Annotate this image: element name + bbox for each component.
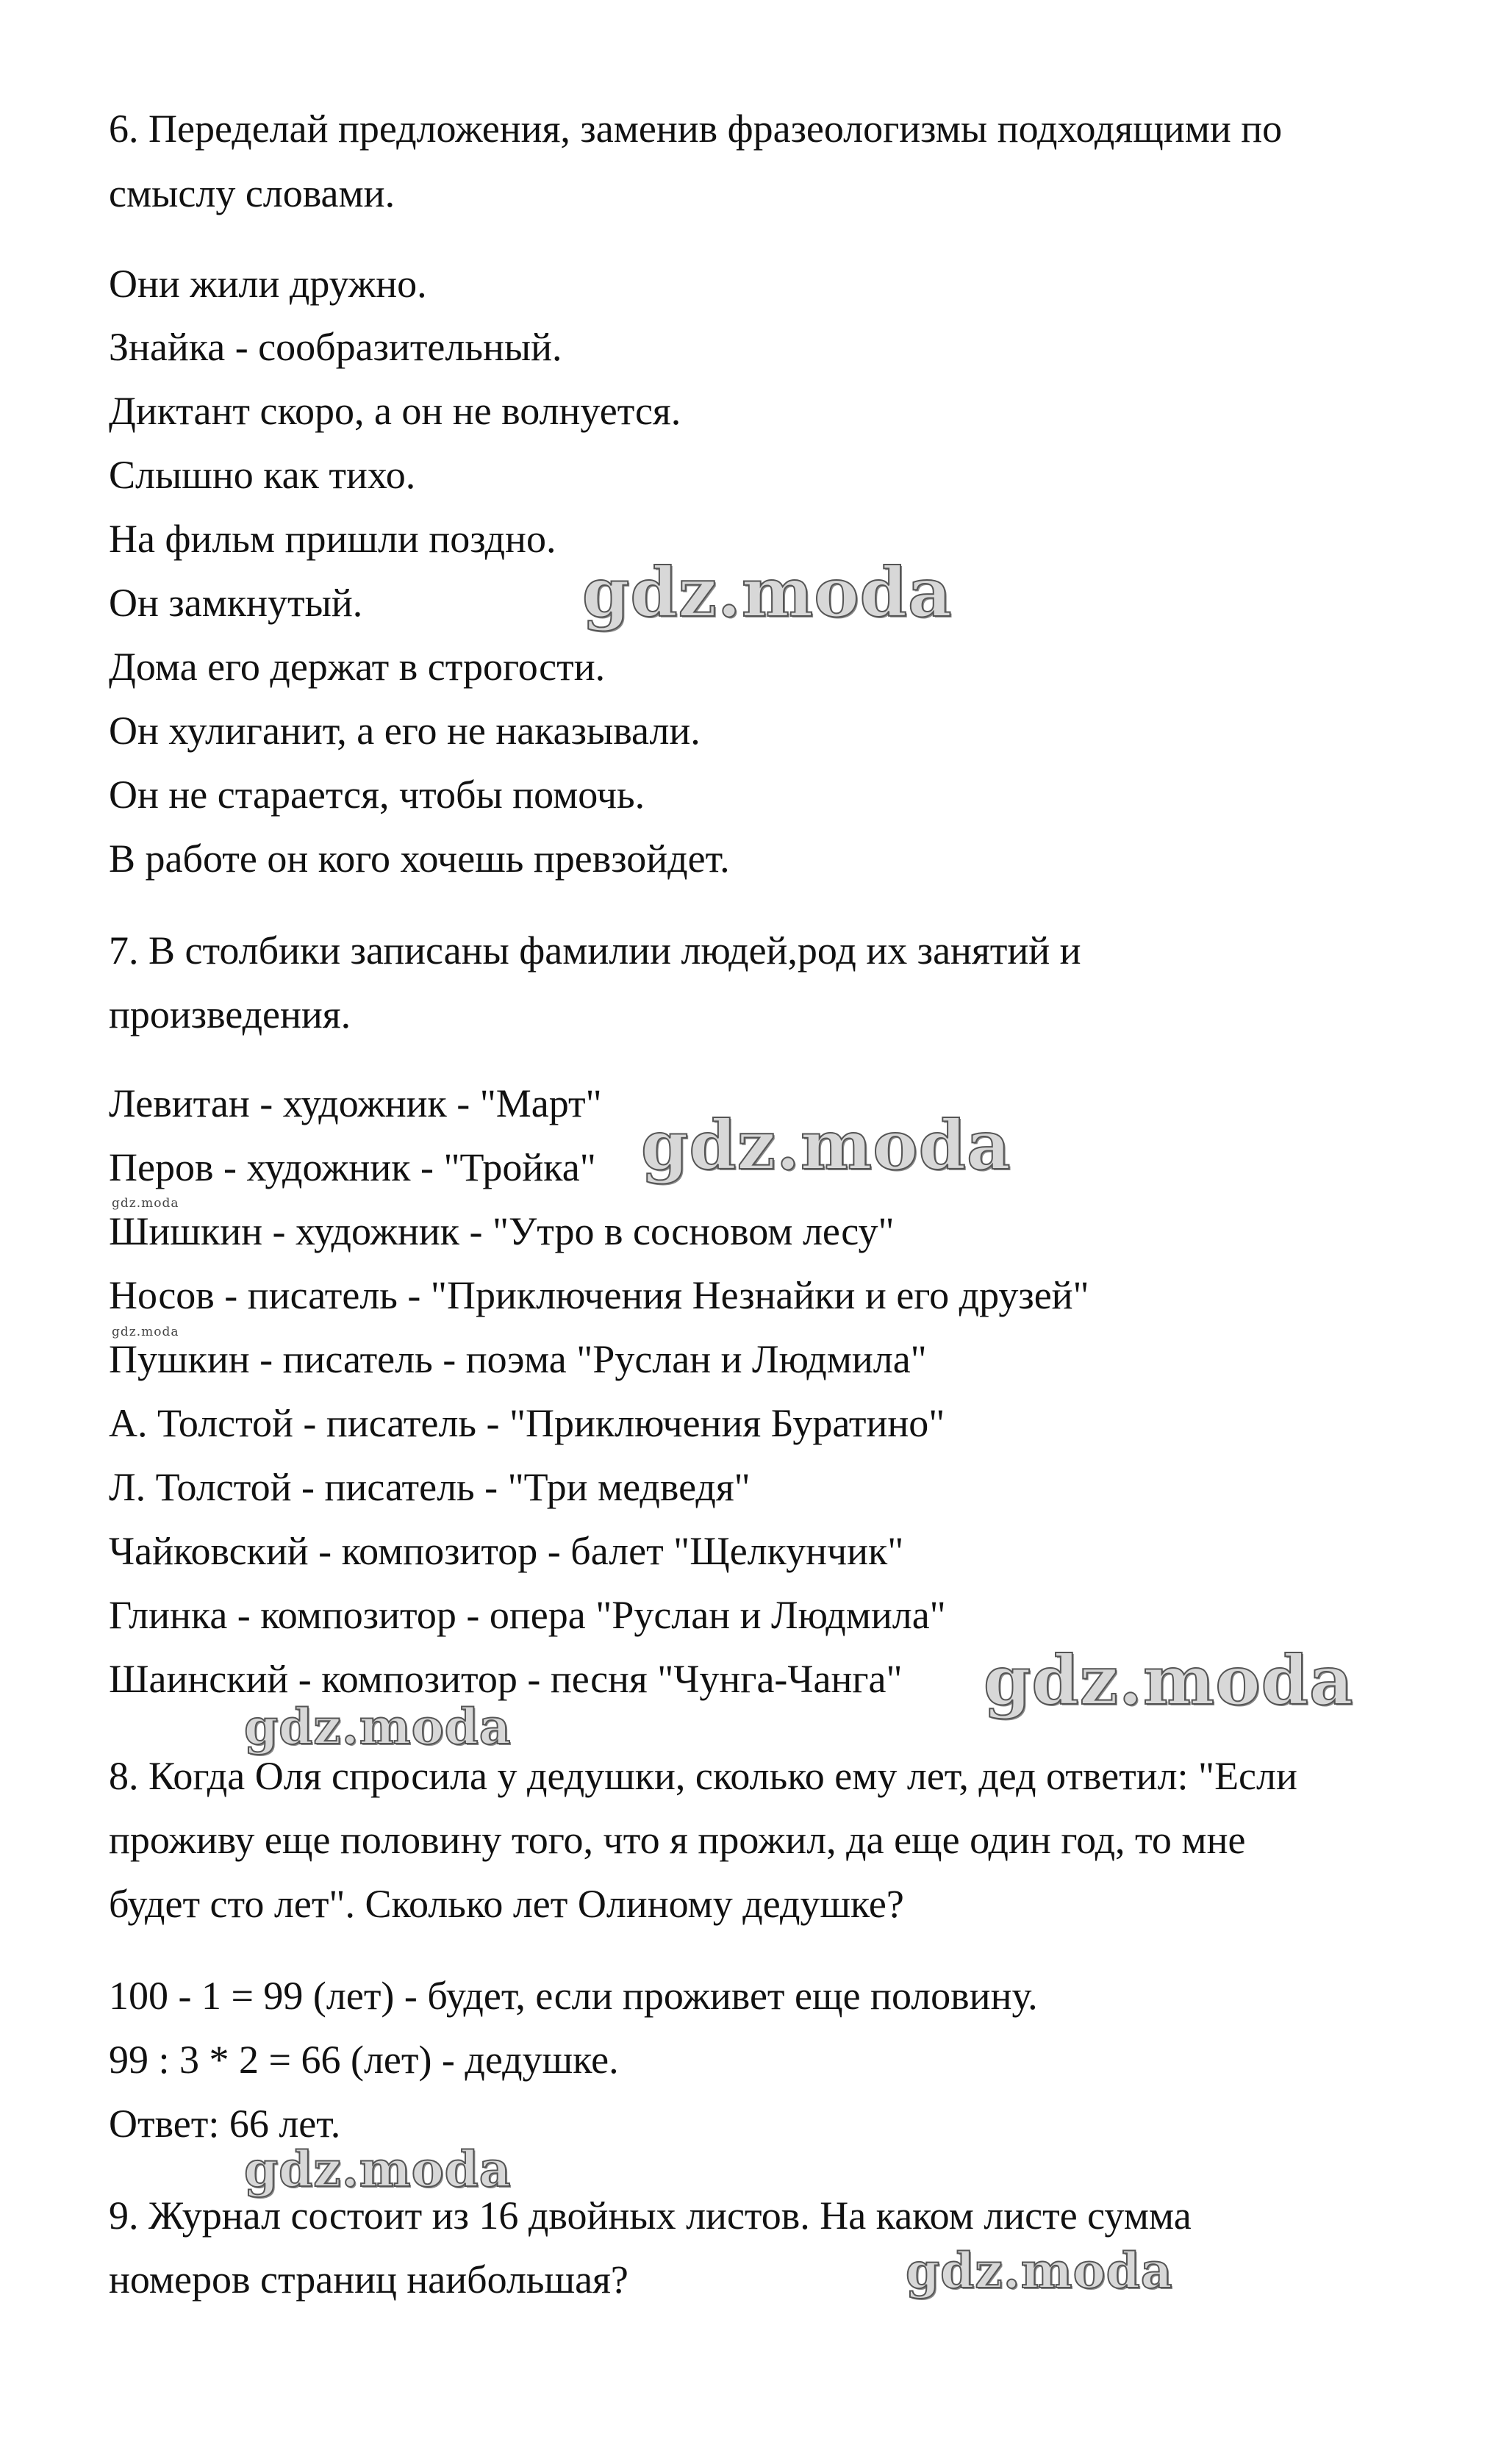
task6-answer-5: На фильм пришли поздно.	[109, 517, 556, 561]
watermark-logo: gdz.moda	[906, 2242, 1173, 2299]
task7-answer-5: Пушкин - писатель - поэма "Руслан и Людмила"	[109, 1337, 927, 1381]
task7-answer-4: Носов - писатель - "Приключения Незнайки и его друзей"	[109, 1273, 1089, 1317]
watermark-logo: gdz.moda	[244, 2141, 512, 2198]
task6-heading-line2: смыслу словами.	[109, 171, 395, 215]
task7-answer-9: Глинка - композитор - опера "Руслан и Людмила"	[109, 1593, 946, 1637]
watermark-small: gdz.moda	[112, 1325, 179, 1339]
task8-answer-1: 100 - 1 = 99 (лет) - будет, если проживет еще половину.	[109, 1974, 1038, 2018]
task9-heading-line1: 9. Журнал состоит из 16 двойных листов. На каком листе сумма	[109, 2193, 1192, 2238]
task6-heading-line1: 6. Переделай предложения, заменив фразеологизмы подходящими по	[109, 107, 1283, 151]
task6-answer-4: Слышно как тихо.	[109, 453, 416, 497]
task8-answer-2: 99 : 3 * 2 = 66 (лет) - дедушке.	[109, 2038, 619, 2082]
task6-answer-9: Он не старается, чтобы помочь.	[109, 773, 645, 817]
task6-answer-8: Он хулиганит, а его не наказывали.	[109, 709, 701, 753]
watermark-logo: gdz.moda	[984, 1641, 1354, 1720]
watermark-small: gdz.moda	[112, 1196, 179, 1211]
task7-answer-1: Левитан - художник - "Март"	[109, 1081, 602, 1125]
task8-heading-line2: проживу еще половину того, что я прожил, да еще один год, то мне	[109, 1818, 1246, 1862]
task7-answer-10: Шаинский - композитор - песня "Чунга-Чанга"	[109, 1657, 903, 1701]
task6-answer-3: Диктант скоро, а он не волнуется.	[109, 389, 681, 433]
watermark-logo: gdz.moda	[582, 553, 953, 632]
task6-answer-1: Они жили дружно.	[109, 262, 427, 306]
task9-heading-line2: номеров страниц наибольшая?	[109, 2257, 628, 2302]
task6-answer-10: В работе он кого хочешь превзойдет.	[109, 837, 730, 881]
task7-heading-line1: 7. В столбики записаны фамилии людей,род их занятий и	[109, 928, 1081, 973]
task6-answer-7: Дома его держат в строгости.	[109, 645, 606, 689]
task8-heading-line3: будет сто лет". Сколько лет Олиному дедушке?	[109, 1882, 904, 1926]
task7-answer-2: Перов - художник - "Тройка"	[109, 1145, 596, 1189]
task8-answer-3: Ответ: 66 лет.	[109, 2102, 341, 2146]
task7-heading-line2: произведения.	[109, 992, 351, 1036]
watermark-logo: gdz.moda	[641, 1106, 1011, 1185]
task7-answer-7: Л. Толстой - писатель - "Три медведя"	[109, 1465, 751, 1509]
task8-heading-line1: 8. Когда Оля спросила у дедушки, сколько ему лет, дед ответил: "Если	[109, 1754, 1297, 1798]
task7-answer-3: Шишкин - художник - "Утро в сосновом лесу"	[109, 1209, 895, 1253]
task7-answer-6: А. Толстой - писатель - "Приключения Буратино"	[109, 1401, 945, 1445]
task6-answer-6: Он замкнутый.	[109, 581, 363, 625]
watermark-logo: gdz.moda	[244, 1698, 512, 1755]
task6-answer-2: Знайка - сообразительный.	[109, 325, 562, 369]
task7-answer-8: Чайковский - композитор - балет "Щелкунчик"	[109, 1529, 904, 1573]
